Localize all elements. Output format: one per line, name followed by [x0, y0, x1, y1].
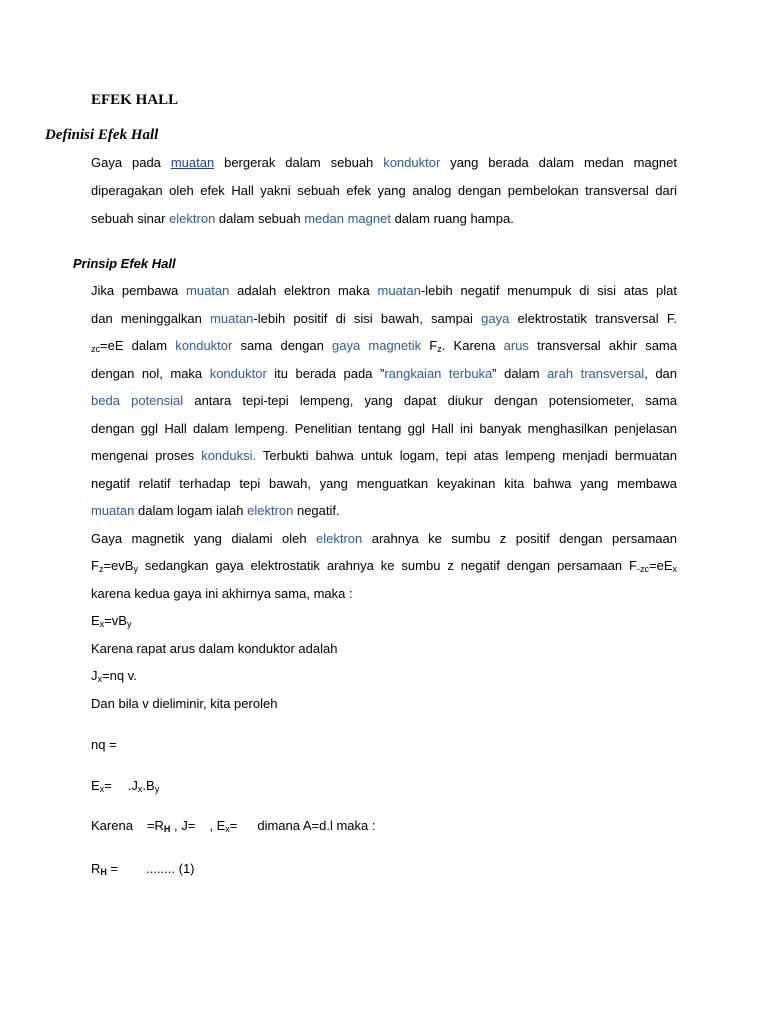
paragraph-line — [91, 476, 677, 492]
text: R — [91, 861, 101, 876]
text: antara tepi-tepi lempeng, yang dapat diukur dengan potensiometer, sama — [183, 393, 677, 408]
subscript: H — [100, 867, 107, 877]
subscript: zc — [91, 344, 100, 354]
text: =eE dalam — [100, 338, 176, 353]
text: dalam logam ialah — [134, 503, 248, 518]
subscript: -zc — [637, 564, 649, 574]
text: E — [91, 613, 100, 628]
text: transversal akhir sama — [528, 338, 677, 353]
text: .J — [127, 778, 138, 793]
paragraph-line — [91, 338, 677, 354]
paragraph-line — [91, 558, 677, 574]
subscript: y — [154, 784, 160, 794]
text: dengan nol, maka — [91, 366, 210, 381]
text: nq = — [91, 737, 117, 752]
subscript: H — [163, 824, 171, 834]
text: mengenai proses — [91, 448, 202, 463]
keyword-arus: arus — [503, 338, 529, 353]
paragraph-line — [91, 586, 353, 602]
keyword-rangkaian-terbuka: rangkaian terbuka — [384, 366, 493, 381]
text: bergerak dalam sebuah — [214, 155, 384, 170]
text: J — [91, 668, 98, 683]
paragraph-line — [91, 503, 340, 519]
text: dalam sebuah — [215, 211, 305, 226]
text: = — [229, 818, 238, 833]
paragraph-line — [91, 211, 514, 227]
text: = — [106, 861, 119, 876]
document-title: EFEK HALL — [91, 92, 179, 108]
equation-rh — [91, 861, 195, 877]
text: Karena rapat arus dalam konduktor adalah — [91, 641, 338, 656]
text: .B — [142, 778, 155, 793]
paragraph-line — [91, 183, 677, 199]
paragraph-line — [91, 448, 677, 464]
text: Terbukti bahwa untuk logam, tepi atas lempeng menjadi bermuatan — [256, 448, 677, 463]
text: =evB — [103, 558, 134, 573]
equation-rh-def — [91, 818, 376, 834]
text: karena kedua gaya ini akhirnya sama, maka : — [91, 586, 353, 601]
text: Gaya magnetik yang dialami oleh — [91, 531, 317, 546]
text: =R — [146, 818, 164, 833]
text: Jika pembawa — [91, 283, 187, 298]
subscript: x — [137, 784, 143, 794]
subscript: z — [437, 344, 442, 354]
keyword-konduksi: konduksi. — [201, 448, 257, 463]
keyword-medan-magnet: medan magnet — [304, 211, 391, 226]
paragraph-line — [91, 393, 677, 409]
text: ” dalam — [492, 366, 548, 381]
text: negatif relatif terhadap tepi bawah, yang menguatkan keyakinan kita bahwa yang membawa — [91, 476, 677, 491]
paragraph-line — [91, 696, 277, 712]
subscript: y — [126, 619, 132, 629]
keyword-elektron: elektron — [316, 531, 363, 546]
text: , E — [209, 818, 226, 833]
text: itu berada pada ” — [266, 366, 385, 381]
text: E — [91, 778, 100, 793]
text: dalam ruang hampa. — [390, 211, 514, 226]
keyword-arah-transversal: arah transversal — [547, 366, 645, 381]
equation-ex — [91, 613, 131, 629]
text: arahnya ke sumbu z positif dengan persamaan — [362, 531, 677, 546]
text: -lebih negatif menumpuk di sisi atas plat — [420, 283, 678, 298]
text: =vB — [104, 613, 127, 628]
text: , J= — [170, 818, 196, 833]
text: =nq v. — [102, 668, 137, 683]
keyword-konduktor: konduktor — [209, 366, 267, 381]
keyword-elektron: elektron — [169, 211, 216, 226]
link-muatan[interactable]: muatan — [170, 155, 215, 170]
text: dengan ggl Hall dalam lempeng. Penelitian tentang ggl Hall ini banyak menghasilkan penjelasan — [91, 421, 677, 436]
text: sedangkan gaya elektrostatik arahnya ke sumbu z negatif dengan persamaan F — [137, 558, 637, 573]
text: adalah elektron maka — [229, 283, 378, 298]
keyword-gaya: gaya — [481, 311, 510, 326]
paragraph-line — [91, 366, 677, 382]
keyword-konduktor: konduktor — [383, 155, 441, 170]
text: Dan bila v dieliminir, kita peroleh — [91, 696, 278, 711]
section-heading-prinsip: Prinsip Efek Hall — [73, 256, 176, 271]
text: sama dengan — [232, 338, 333, 353]
text: Gaya pada — [91, 155, 171, 170]
subscript: x — [225, 824, 230, 834]
keyword-muatan: muatan — [210, 311, 254, 326]
subscript: x — [99, 784, 105, 794]
keyword-konduktor: konduktor — [175, 338, 233, 353]
text: Karena — [91, 818, 133, 833]
text: F — [91, 558, 99, 573]
text: dimana A=d.l maka : — [257, 818, 376, 833]
text: ........ (1) — [146, 861, 195, 876]
subscript: x — [97, 674, 102, 684]
paragraph-line — [91, 283, 677, 299]
paragraph-line — [91, 155, 677, 171]
text: F — [421, 338, 438, 353]
subscript: x — [672, 564, 677, 574]
keyword-muatan: muatan — [91, 503, 135, 518]
keyword-muatan: muatan — [186, 283, 230, 298]
text: -lebih positif di sisi bawah, sampai — [253, 311, 482, 326]
text: = — [104, 778, 112, 793]
equation-jx — [91, 668, 137, 684]
paragraph-line — [91, 641, 337, 657]
keyword-beda-potensial: beda potensial — [91, 393, 184, 408]
equation-ex-jx-by — [91, 778, 159, 794]
text: =eE — [649, 558, 673, 573]
keyword-muatan: muatan — [377, 283, 421, 298]
subscript: z — [98, 564, 104, 574]
keyword-elektron: elektron — [247, 503, 294, 518]
paragraph-line — [91, 531, 677, 547]
text: , dan — [644, 366, 678, 381]
text: . Karena — [441, 338, 504, 353]
paragraph-line — [91, 421, 677, 437]
equation-nq — [91, 737, 117, 753]
text: elektrostatik transversal F. — [509, 311, 677, 326]
paragraph-line — [91, 311, 677, 327]
text: negatif. — [293, 503, 340, 518]
keyword-gaya-magnetik: gaya magnetik — [332, 338, 422, 353]
text: dan meninggalkan — [91, 311, 211, 326]
section-heading-definisi: Definisi Efek Hall — [45, 127, 159, 143]
text: diperagakan oleh efek Hall yakni sebuah efek yang analog dengan pembelokan transversal dari — [91, 183, 677, 198]
text: yang berada dalam medan magnet — [440, 155, 678, 170]
subscript: x — [99, 619, 105, 629]
text: sebuah sinar — [91, 211, 170, 226]
subscript: y — [133, 564, 138, 574]
